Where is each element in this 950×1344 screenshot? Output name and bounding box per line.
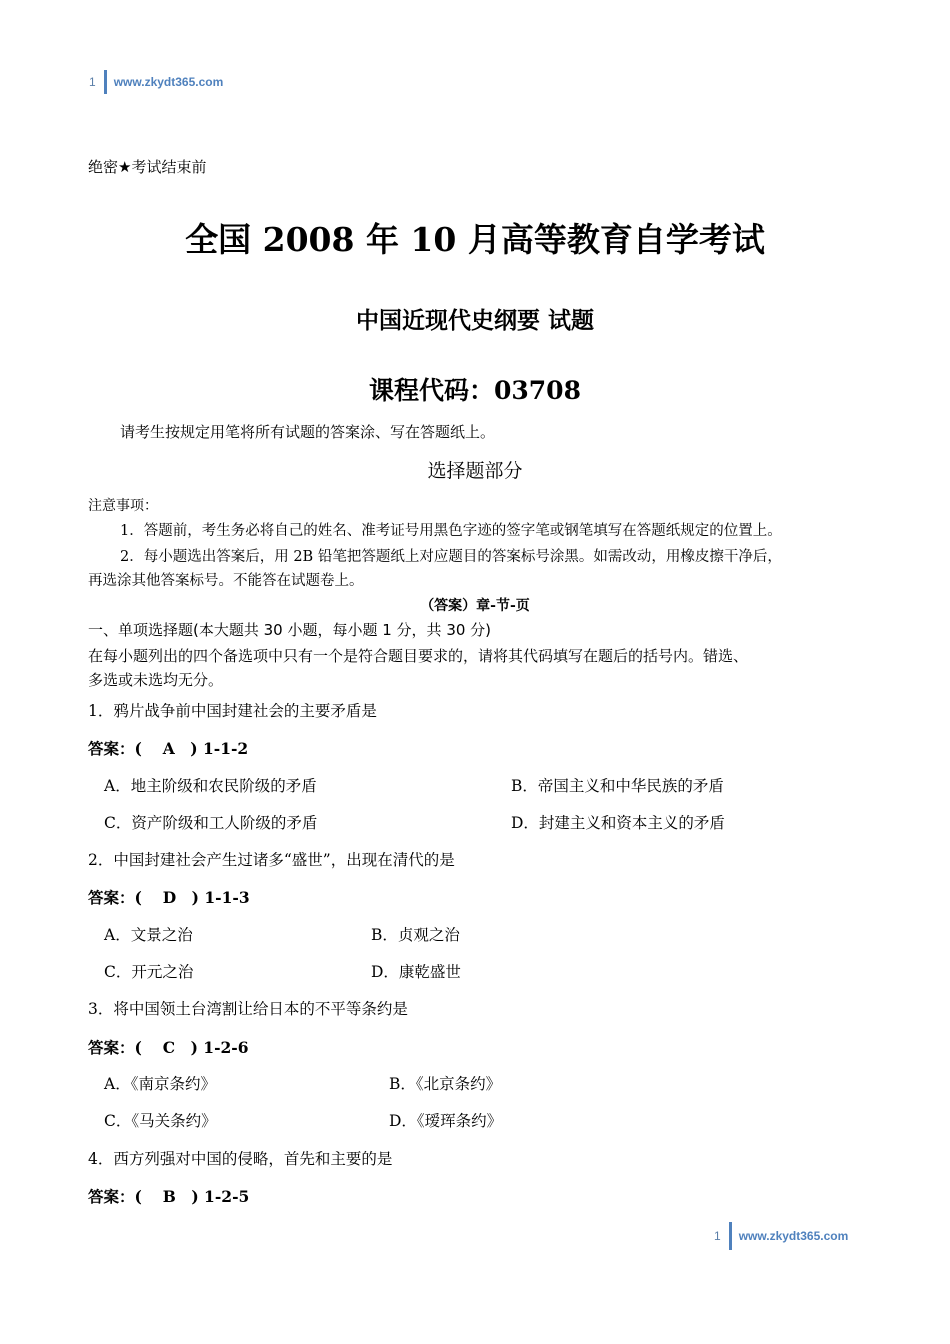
question-text: 2．中国封建社会产生过诸多“盛世”，出现在清代的是 [88,851,455,869]
note-item: 再选涂其他答案标号。不能答在试题卷上。 [88,573,364,589]
question-text: 4．西方列强对中国的侵略，首先和主要的是 [88,1150,393,1168]
footer-page-number: 1 [714,1229,721,1243]
footer-site-url: www.zkydt365.com [738,1229,849,1243]
option-c: C．开元之治 [104,963,194,981]
question-text: 1．鸦片战争前中国封建社会的主要矛盾是 [88,702,377,720]
course-code: 课程代码：03708 [369,376,581,405]
question-answer: 答案：( D ) 1-1-3 [88,888,250,907]
part-description: 在每小题列出的四个备选项中只有一个是符合题目要求的，请将其代码填写在题后的括号内。错选、 [88,647,749,665]
part-heading: 一、单项选择题(本大题共 30 小题，每小题 1 分，共 30 分) [88,621,492,639]
section-title: 选择题部分 [427,460,523,482]
answer-reference-legend: （答案）章-节-页 [420,598,530,614]
option-d: D．康乾盛世 [371,963,461,981]
secret-label: 绝密★考试结束前 [88,158,207,176]
question-answer: 答案：( A ) 1-1-2 [88,739,249,758]
page-footer [714,1222,848,1250]
header-divider [104,70,107,94]
option-c: C．《马关条约》 [104,1112,217,1130]
note-item: 2．每小题选出答案后，用 2B 铅笔把答题纸上对应题目的答案标号涂黑。如需改动，用橡皮擦干净后， [120,549,782,565]
exam-subtitle: 中国近现代史纲要 试题 [355,307,594,334]
part-description: 多选或未选均无分。 [88,671,224,689]
option-b: B．贞观之治 [371,926,460,944]
page-header [89,70,223,94]
note-item: 1．答题前，考生务必将自己的姓名、准考证号用黑色字迹的签字笔或钢笔填写在答题纸规定的位置上。 [120,523,782,539]
option-d: D．《瑷珲条约》 [389,1112,503,1130]
option-a: A．地主阶级和农民阶级的矛盾 [104,777,317,795]
header-site-url: www.zkydt365.com [113,75,224,89]
notes-heading: 注意事项： [88,498,158,514]
footer-divider [729,1222,732,1250]
question-text: 3．将中国领土台湾割让给日本的不平等条约是 [88,1000,408,1018]
option-a: A．文景之治 [104,926,193,944]
instruction: 请考生按规定用笔将所有试题的答案涂、写在答题纸上。 [120,423,496,441]
exam-title: 全国 2008 年 10 月高等教育自学考试 [185,220,765,259]
option-a: A．《南京条约》 [104,1075,216,1093]
question-answer: 答案：( B ) 1-2-5 [88,1187,250,1206]
option-d: D．封建主义和资本主义的矛盾 [511,814,725,832]
question-answer: 答案：( C ) 1-2-6 [88,1038,249,1057]
option-b: B．《北京条约》 [389,1075,502,1093]
header-page-number: 1 [89,75,96,89]
option-c: C．资产阶级和工人阶级的矛盾 [104,814,318,832]
option-b: B．帝国主义和中华民族的矛盾 [511,777,724,795]
